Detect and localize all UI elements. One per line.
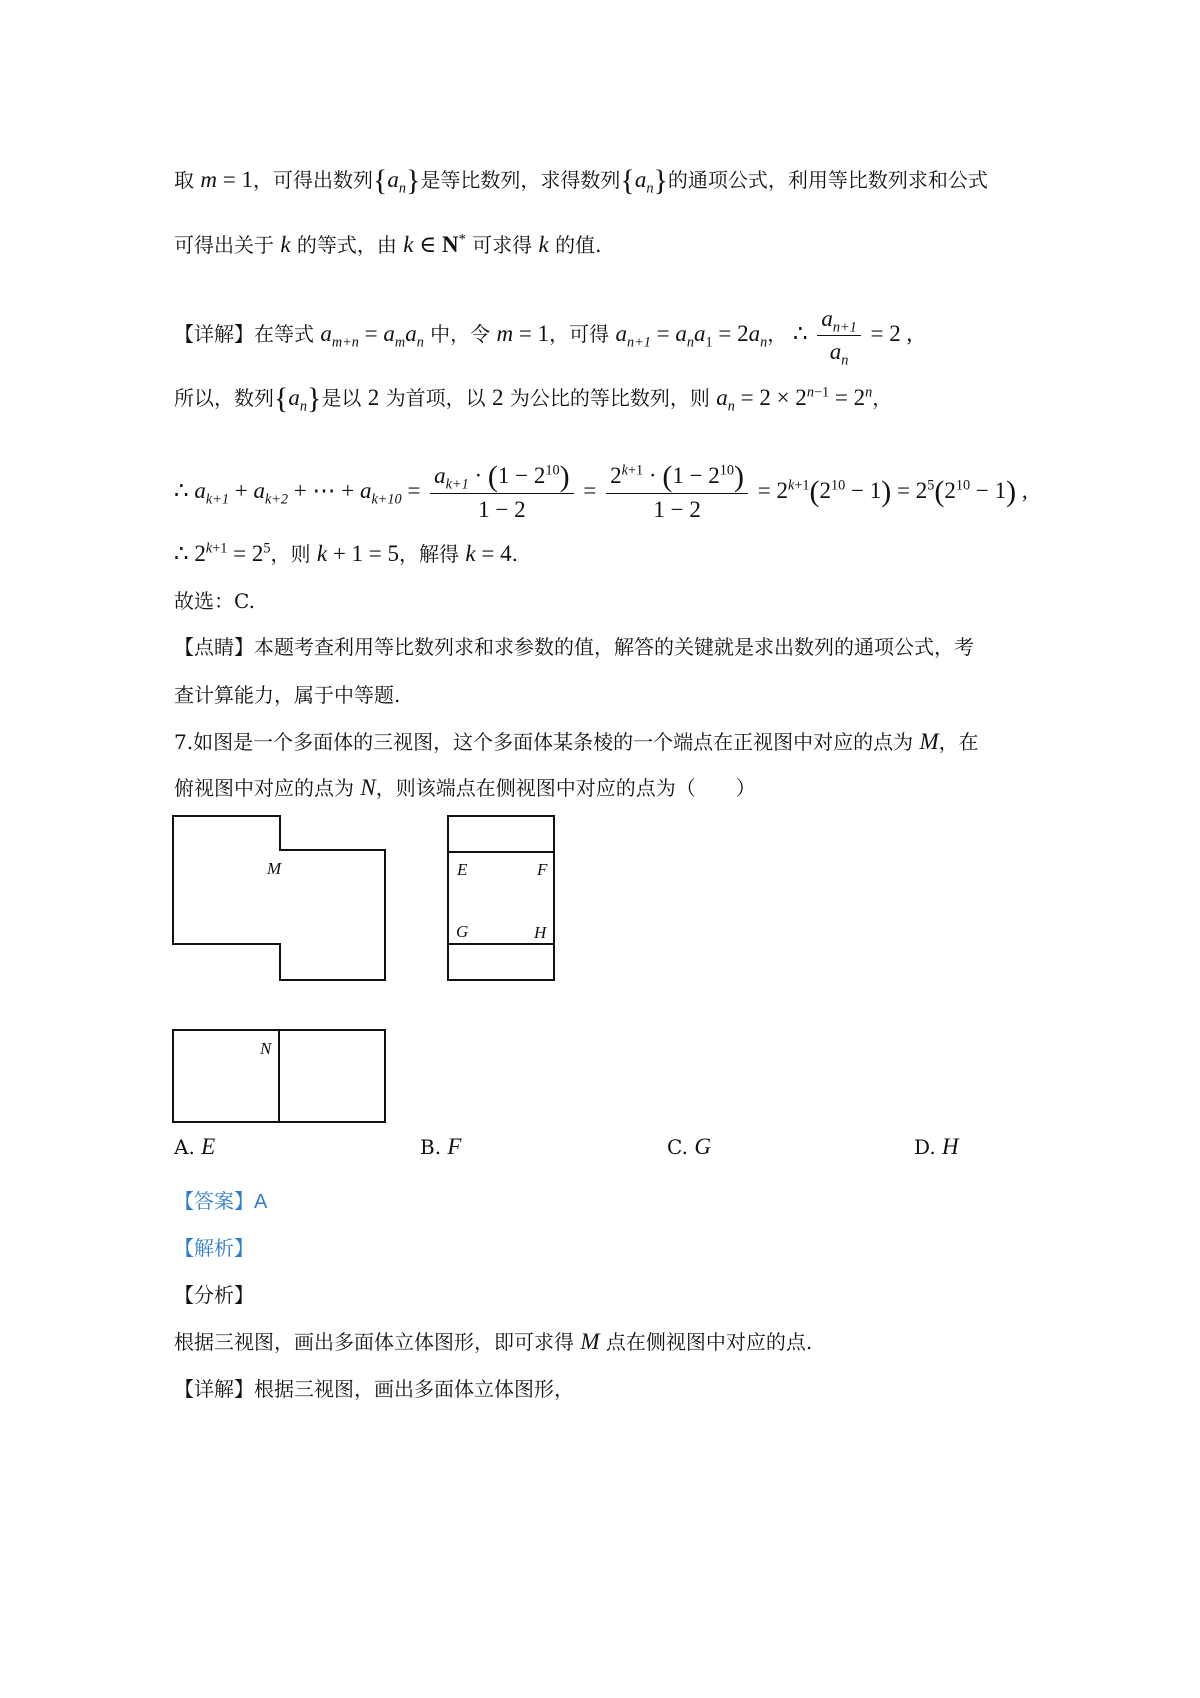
text: 取	[174, 168, 201, 192]
math-power-eq: ∴ $2^{k+1} = 2^5$	[174, 540, 271, 566]
text: 本题考查利用等比数列求和求参数的值，解答的关键就是求出数列的通项公式，考	[254, 635, 974, 659]
math-seq-an: $\{a_n\}$	[372, 164, 421, 197]
front-view-outline	[173, 816, 385, 980]
text: ，则该端点在侧视图中对应的点为（ ）	[375, 776, 756, 800]
math-M: M	[919, 729, 939, 754]
text: ，可得	[549, 321, 616, 346]
text: 的值.	[548, 233, 602, 257]
math-seq-an: $\{a_n\}$	[274, 382, 322, 415]
option-letter: A.	[174, 1135, 195, 1159]
text: 根据三视图，画出多面体立体图形，	[254, 1377, 574, 1401]
option-b[interactable]	[420, 1133, 461, 1161]
text: 的等式，由	[290, 233, 404, 257]
label-N: N	[260, 1039, 272, 1058]
text: 7.如图是一个多面体的三视图，这个多面体某条棱的一个端点在正视图中对应的点为	[174, 730, 920, 754]
text: ，在	[938, 730, 979, 754]
option-value: F	[447, 1134, 462, 1159]
math-k-plus-1: k + 1 = 5	[316, 541, 400, 566]
text: 为首项，以	[379, 386, 493, 410]
math-N: N	[360, 775, 376, 800]
text: 中，令	[423, 321, 497, 346]
text: 点在侧视图中对应的点.	[599, 1330, 813, 1354]
detail-line-3	[174, 1375, 574, 1403]
detail-tag: 【详解】	[174, 321, 254, 346]
answer-tag: 【答案】	[174, 1189, 254, 1213]
math-k: k	[538, 232, 549, 257]
text: ，	[872, 386, 893, 410]
math-k: k	[280, 232, 291, 257]
fenxi-line	[174, 1328, 812, 1356]
analysis-tag: 【解析】	[174, 1236, 254, 1260]
choose-line: 故选：C.	[174, 589, 255, 613]
text: 的通项公式，利用等比数列求和公式	[667, 168, 988, 192]
label-E: E	[457, 860, 468, 879]
text: 在等式	[254, 321, 321, 346]
text: 俯视图中对应的点为	[174, 776, 361, 800]
detail-tag: 【详解】	[174, 1377, 254, 1401]
math-an1: $a_{n+1} = a_na_1 = 2a_n$	[615, 320, 768, 351]
option-letter: B.	[420, 1135, 442, 1159]
fenxi-tag: 【分析】	[174, 1283, 254, 1307]
label-G: G	[456, 922, 469, 941]
math-k-in-n: k ∈ N*	[403, 231, 466, 257]
math-ratio: ∴ $\frac{a_{n+1}}{a_n}$ = 2 ,	[787, 306, 913, 369]
option-d[interactable]	[914, 1133, 959, 1161]
option-value: G	[694, 1134, 711, 1159]
math-recurrence: $a_{m+n} = a_ma_n$	[320, 320, 424, 351]
option-letter: C.	[667, 1135, 688, 1159]
text: 是以	[321, 386, 368, 410]
answer-value: A	[254, 1191, 268, 1213]
math-2: 2	[492, 385, 504, 410]
text: ，可得出数列	[252, 168, 373, 192]
text: 根据三视图，画出多面体立体图形，即可求得	[174, 1330, 581, 1354]
math-k-eq-4: k = 4	[465, 541, 512, 566]
text: ，解得	[399, 542, 466, 566]
text: 为公比的等比数列，则	[503, 386, 717, 410]
text: 可得出关于	[174, 233, 281, 257]
label-M: M	[267, 859, 282, 878]
math-M: M	[580, 1329, 600, 1354]
option-c[interactable]	[667, 1133, 711, 1161]
math-2: 2	[367, 385, 380, 410]
text: ，则	[270, 542, 317, 566]
math-general-term: $a_n = 2 \times 2^{n-1} = 2^n$	[716, 384, 873, 415]
option-value: H	[942, 1134, 959, 1159]
option-letter: D.	[914, 1135, 936, 1159]
math-seq-an: $\{a_n\}$	[620, 164, 668, 197]
answer-line	[174, 1187, 267, 1216]
text: 所以，数列	[174, 386, 274, 410]
math-m-eq-1: m = 1	[200, 167, 253, 192]
text: .	[511, 542, 518, 566]
math-m-eq-1: m = 1	[496, 320, 550, 346]
text: ，	[767, 321, 788, 346]
comment-tag: 【点睛】	[174, 635, 254, 659]
label-F: F	[537, 860, 548, 879]
option-a[interactable]	[174, 1133, 215, 1161]
text: 是等比数列，求得数列	[420, 168, 621, 192]
side-view-outline	[448, 816, 554, 980]
text: 可求得	[465, 233, 539, 257]
comment-line-2: 查计算能力，属于中等题.	[174, 683, 401, 707]
math-sum: ∴ $a_{k+1} + a_{k+2}$ + ⋯ + $a_{k+10}$ = $\frac{a_{k+1} \cdot (1 - 2^{10})}{1 - 2}$ = $\frac{2^{k+1} \cdot (1 - 2^{10})}{1 - 2}$ = $2^{k+1}(2^{10} - 1) = 2^5(2^{10} - 1)$ ,	[174, 460, 1028, 522]
option-value: E	[201, 1134, 216, 1159]
label-H: H	[534, 923, 547, 942]
